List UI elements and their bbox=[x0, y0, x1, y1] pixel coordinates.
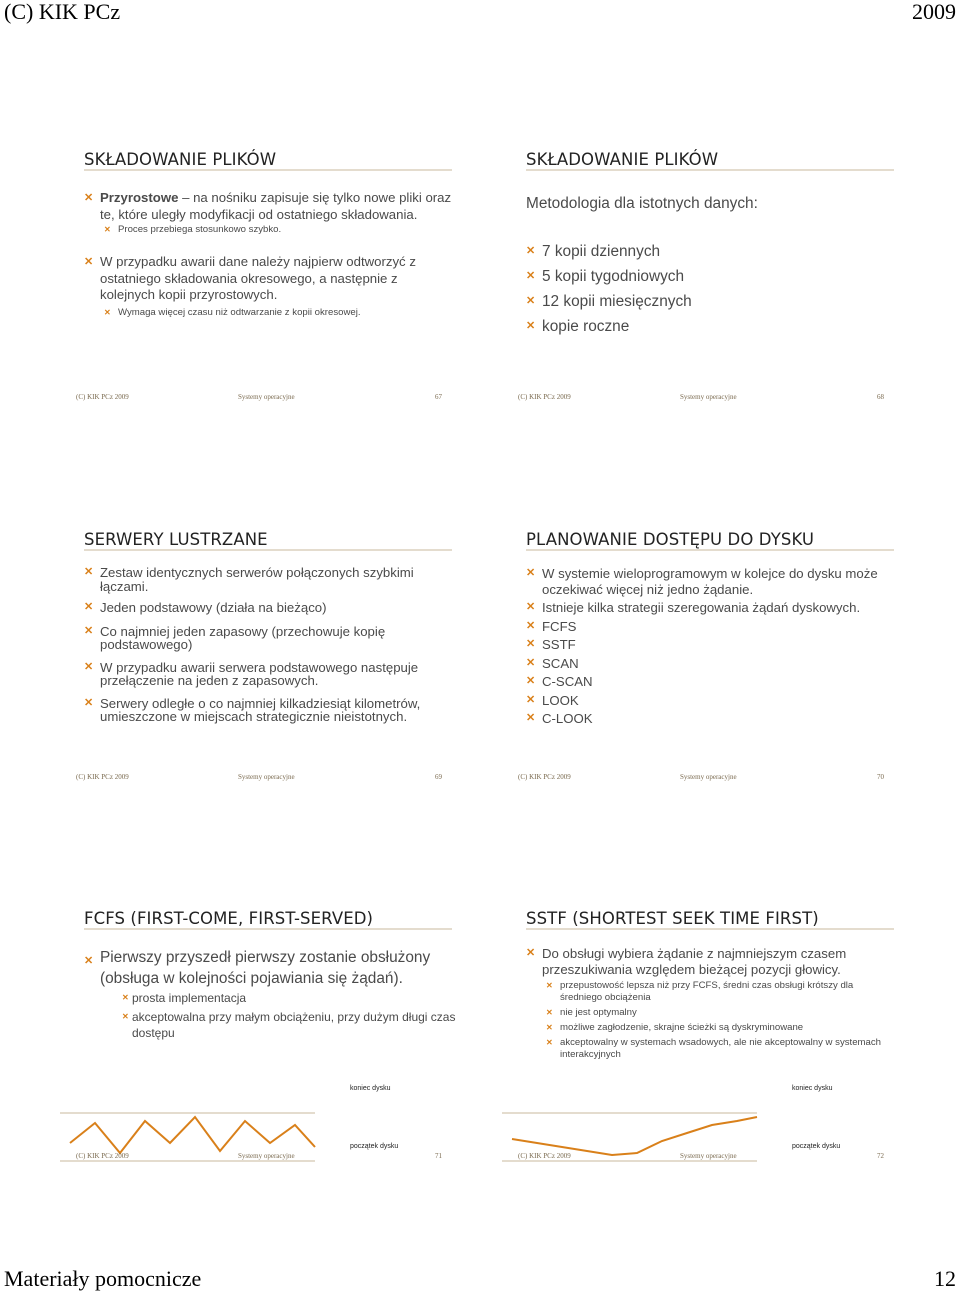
sub-bullet: ✕ prosta implementacja bbox=[122, 991, 247, 1005]
slide-content bbox=[84, 190, 456, 319]
bullet: ✕ W przypadku awarii dane należy najpierw odtworzyć z ostatniego składowania okresowego, a następnie z kolejnych kopii przyrostowych. bbox=[84, 254, 416, 302]
slide-title: SKŁADOWANIE PLIKÓW bbox=[526, 150, 719, 169]
bullet: ✕ Serwery odległe o co najmniej kilkadziesiąt kilometrów, umieszczone w miejscach strategicznie nieistotnych. bbox=[84, 695, 421, 724]
slide-content bbox=[526, 946, 898, 1061]
x-bullet-icon: ✕ bbox=[526, 601, 536, 613]
x-bullet-icon: ✕ bbox=[546, 1038, 553, 1047]
disk-end-label: koniec dysku bbox=[792, 1085, 833, 1092]
slide-footer: (C) KIK PCz 2009 Systemy operacyjne 72 bbox=[518, 1152, 884, 1160]
x-bullet-icon: ✕ bbox=[84, 660, 94, 673]
page-header bbox=[0, 0, 960, 29]
slide-71 bbox=[76, 893, 484, 1163]
sub-bullet: ✕ Proces przebiega stosunkowo szybko. bbox=[104, 224, 282, 235]
bullet: ✕ 7 kopii dziennych bbox=[526, 239, 898, 264]
page-header-right: 2009 bbox=[912, 0, 956, 24]
slide-footer: (C) KIK PCz 2009 Systemy operacyjne 69 bbox=[76, 773, 442, 781]
slide-title: SKŁADOWANIE PLIKÓW bbox=[84, 150, 277, 169]
page-footer bbox=[0, 1266, 960, 1296]
x-bullet-icon: ✕ bbox=[84, 696, 94, 709]
x-bullet-icon: ✕ bbox=[526, 295, 536, 307]
slide-68 bbox=[518, 134, 926, 404]
sub-bullet: ✕ Wymaga więcej czasu niż odtwarzanie z kopii okresowej. bbox=[104, 306, 361, 318]
x-bullet-icon: ✕ bbox=[526, 947, 536, 959]
bullet: ✕ FCFS bbox=[526, 618, 577, 634]
page-number: 12 bbox=[934, 1266, 956, 1291]
bullet: ✕ W systemie wieloprogramowym w kolejce do dysku może oczekiwać więcej niż jedno żądanie. bbox=[526, 566, 878, 597]
slide-title: SSTF (SHORTEST SEEK TIME FIRST) bbox=[526, 909, 819, 928]
x-bullet-icon: ✕ bbox=[526, 712, 536, 724]
x-bullet-icon: ✕ bbox=[526, 638, 536, 650]
sub-bullet: ✕ akceptowalna przy małym obciążeniu, przy dużym długi czas dostępu bbox=[122, 1010, 456, 1040]
x-bullet-icon: ✕ bbox=[84, 256, 94, 268]
title-rule bbox=[84, 928, 452, 942]
page-footer-left: Materiały pomocnicze bbox=[4, 1266, 202, 1291]
sub-bullet: ✕ akceptowalny w systemach wsadowych, ale nie akceptowalny w systemach interakcyjnych bbox=[546, 1037, 882, 1060]
slide-title: PLANOWANIE DOSTĘPU DO DYSKU bbox=[526, 530, 815, 549]
bullet: ✕ Jeden podstawowy (działa na bieżąco) bbox=[84, 600, 327, 615]
slide-title: SERWERY LUSTRZANE bbox=[84, 530, 268, 549]
x-bullet-icon: ✕ bbox=[104, 307, 111, 317]
x-bullet-icon: ✕ bbox=[526, 320, 536, 332]
x-bullet-icon: ✕ bbox=[546, 1008, 553, 1017]
x-bullet-icon: ✕ bbox=[84, 192, 94, 204]
page-header-left: (C) KIK PCz bbox=[4, 0, 121, 24]
slide-67 bbox=[76, 134, 484, 404]
bullet: ✕ C-SCAN bbox=[526, 674, 593, 689]
slide-content bbox=[526, 566, 898, 727]
x-bullet-icon: ✕ bbox=[526, 245, 536, 257]
disk-start-label: początek dysku bbox=[350, 1143, 399, 1150]
bullet: ✕ Przyrostowe – na nośniku zapisuje się tylko nowe pliki oraz te, które uległy modyfikacji od ostatniego składowania. bbox=[84, 190, 452, 222]
slide-intro: Metodologia dla istotnych danych: bbox=[526, 195, 758, 212]
bullet: ✕ LOOK bbox=[526, 692, 579, 708]
slide-footer: (C) KIK PCz 2009 Systemy operacyjne 71 bbox=[76, 1152, 442, 1160]
x-bullet-icon: ✕ bbox=[546, 981, 553, 990]
slide-footer: (C) KIK PCz 2009 Systemy operacyjne 68 bbox=[518, 393, 884, 401]
bullet: ✕ Pierwszy przyszedł pierwszy zostanie obsłużony (obsługa w kolejności pojawiania się żądań). bbox=[84, 949, 431, 987]
x-bullet-icon: ✕ bbox=[526, 675, 536, 687]
slide-69 bbox=[76, 514, 484, 784]
x-bullet-icon: ✕ bbox=[122, 1012, 129, 1021]
bullet: ✕ Do obsługi wybiera żądanie z najmniejszym czasem przeszukiwania względem bieżącej pozycji głowicy. bbox=[526, 946, 847, 977]
x-bullet-icon: ✕ bbox=[526, 656, 536, 669]
sub-bullet: ✕ możliwe zagłodzenie, skrajne ścieżki są dyskryminowane bbox=[546, 1022, 804, 1033]
disk-end-label: koniec dysku bbox=[350, 1085, 391, 1092]
slide-title: FCFS (FIRST-COME, FIRST-SERVED) bbox=[84, 909, 374, 928]
bullet: ✕ SCAN bbox=[526, 655, 579, 671]
title-rule bbox=[526, 928, 894, 942]
x-bullet-icon: ✕ bbox=[546, 1023, 553, 1032]
x-bullet-icon: ✕ bbox=[84, 955, 94, 967]
slide-content bbox=[84, 566, 456, 724]
slide-content bbox=[84, 948, 456, 1041]
bullet: ✕ Zestaw identycznych serwerów połączonych szybkimi łączami. bbox=[84, 565, 414, 594]
bullet: ✕ Istnieje kilka strategii szeregowania żądań dyskowych. bbox=[526, 600, 861, 615]
x-bullet-icon: ✕ bbox=[526, 693, 536, 706]
x-bullet-icon: ✕ bbox=[526, 270, 536, 282]
title-rule bbox=[84, 169, 452, 183]
bullet: ✕ 12 kopii miesięcznych bbox=[526, 289, 898, 314]
x-bullet-icon: ✕ bbox=[526, 567, 536, 579]
x-bullet-icon: ✕ bbox=[84, 566, 94, 578]
x-bullet-icon: ✕ bbox=[84, 624, 94, 637]
bullet: ✕ 5 kopii tygodniowych bbox=[526, 264, 898, 289]
sub-bullet: ✕ przepustowość lepsza niż przy FCFS, średni czas obsługi krótszy dla średniego obciążenia bbox=[546, 980, 854, 1003]
slide-72 bbox=[518, 893, 926, 1163]
sub-bullet: ✕ nie jest optymalny bbox=[546, 1007, 637, 1018]
bullet: ✕ W przypadku awarii serwera podstawowego następuje przełączenie na jeden z zapasowych. bbox=[84, 659, 419, 688]
slide-footer: (C) KIK PCz 2009 Systemy operacyjne 70 bbox=[518, 773, 884, 781]
x-bullet-icon: ✕ bbox=[84, 601, 94, 613]
disk-start-label: początek dysku bbox=[792, 1143, 841, 1150]
bullet: ✕ Co najmniej jeden zapasowy (przechowuje kopię podstawowego) bbox=[84, 623, 386, 652]
title-rule bbox=[526, 169, 894, 183]
bullet: ✕ SSTF bbox=[526, 637, 576, 652]
title-rule bbox=[526, 549, 894, 563]
title-rule bbox=[84, 549, 452, 563]
bullet: ✕ kopie roczne bbox=[526, 314, 898, 339]
x-bullet-icon: ✕ bbox=[104, 225, 111, 234]
x-bullet-icon: ✕ bbox=[122, 993, 129, 1002]
slide-footer: (C) KIK PCz 2009 Systemy operacyjne 67 bbox=[76, 393, 442, 401]
x-bullet-icon: ✕ bbox=[526, 619, 536, 632]
slide-content bbox=[526, 191, 898, 339]
slide-70 bbox=[518, 514, 926, 784]
bullet: ✕ C-LOOK bbox=[526, 711, 593, 726]
